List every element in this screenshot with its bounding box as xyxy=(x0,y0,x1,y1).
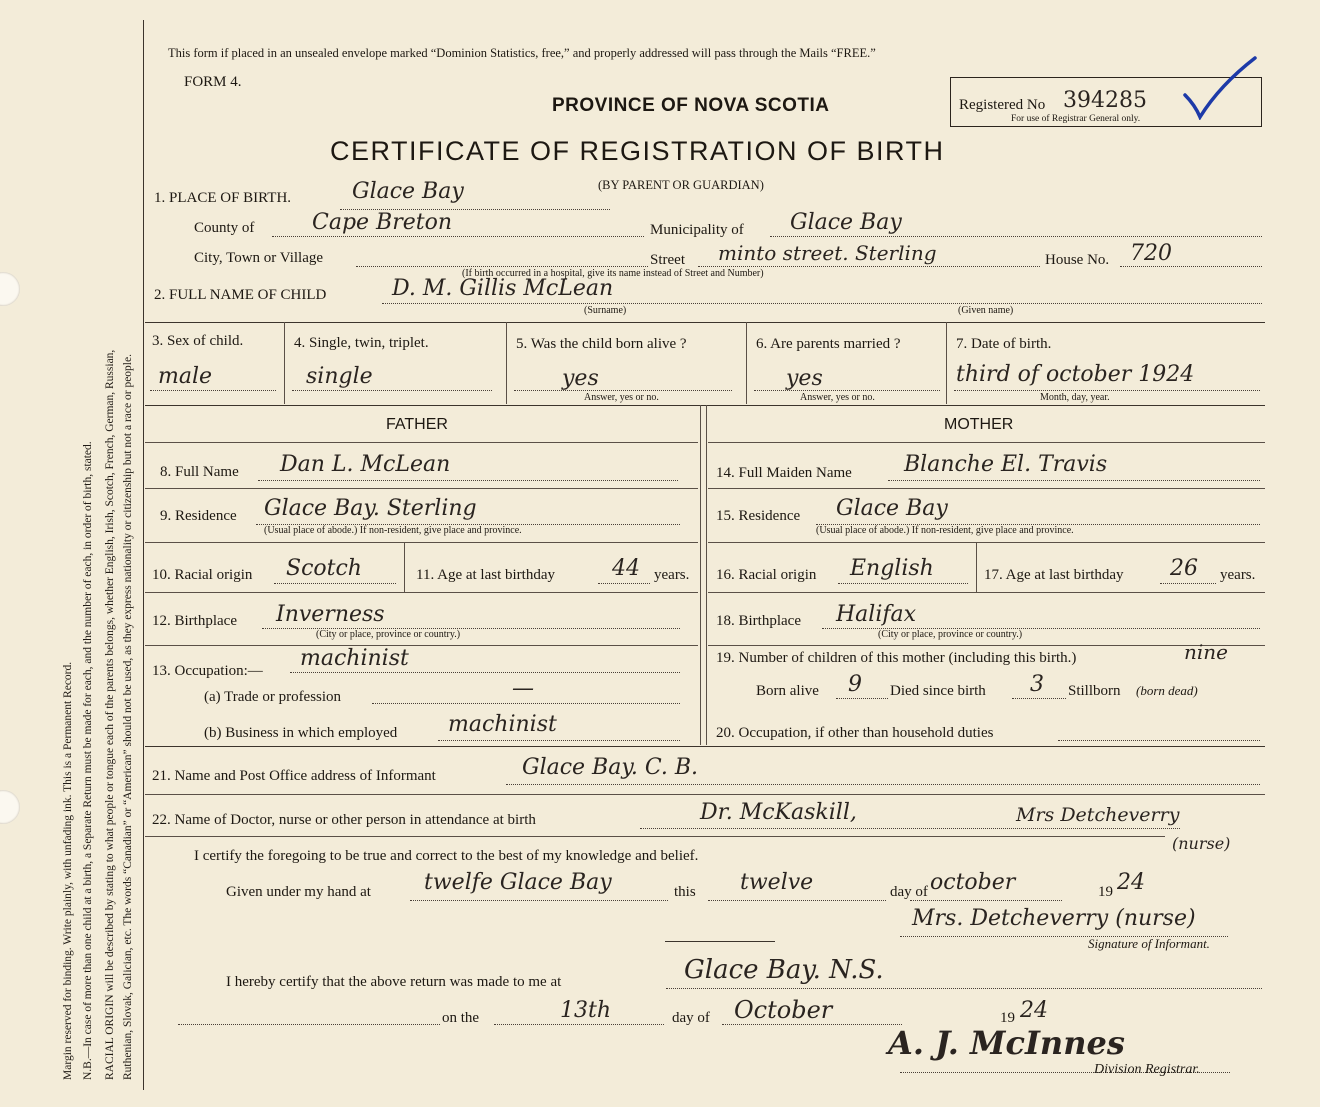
form-number: FORM 4. xyxy=(184,74,242,90)
margin-rule xyxy=(143,20,144,1090)
value-father-birthplace: Inverness xyxy=(276,602,385,627)
rule xyxy=(382,303,1262,304)
label-mother-birthplace: 18. Birthplace xyxy=(716,613,801,629)
value-municipality: Glace Bay xyxy=(790,210,902,235)
rule xyxy=(274,583,396,584)
rule xyxy=(708,645,1265,646)
label-mother-residence: 15. Residence xyxy=(716,508,801,524)
value-reg-month: October xyxy=(734,996,833,1024)
value-reg-year: 24 xyxy=(1020,998,1048,1023)
surname-note: (Surname) xyxy=(584,305,627,316)
value-mother-racial: English xyxy=(850,556,934,581)
value-county: Cape Breton xyxy=(312,210,453,235)
rule xyxy=(506,784,1260,785)
value-mother-name: Blanche El. Travis xyxy=(904,452,1108,477)
rule xyxy=(666,988,1262,989)
label-given-under: Given under my hand at xyxy=(226,884,371,900)
checkmark-icon xyxy=(1180,55,1260,120)
value-father-racial: Scotch xyxy=(286,556,362,581)
label-mother-racial: 16. Racial origin xyxy=(716,567,817,583)
label-year-prefix: 19 xyxy=(1098,884,1113,900)
informant-signature: Mrs. Detcheverry (nurse) xyxy=(912,906,1196,931)
rule xyxy=(598,583,650,584)
value-mother-children: nine xyxy=(1184,640,1228,664)
value-informant: Glace Bay. C. B. xyxy=(522,755,699,780)
value-nurse-tag: (nurse) xyxy=(1172,834,1231,853)
label-dob: 7. Date of birth. xyxy=(956,336,1052,352)
label-this: this xyxy=(674,884,696,900)
label-born-alive: 5. Was the child born alive ? xyxy=(516,336,687,352)
label-mother-occupation: 20. Occupation, if other than household duties xyxy=(716,725,994,741)
rule xyxy=(150,390,276,391)
registered-number: 394285 xyxy=(1063,88,1147,113)
value-doctor-2: Mrs Detcheverry xyxy=(1016,804,1180,826)
rule xyxy=(290,672,680,673)
label-municipality: Municipality of xyxy=(650,222,744,238)
label-father-business: (b) Business in which employed xyxy=(204,725,398,741)
rule xyxy=(145,322,1265,323)
place-note: (City or place, province or country.) xyxy=(878,629,1023,640)
label-child-name: 2. FULL NAME OF CHILD xyxy=(154,287,327,303)
punch-hole xyxy=(0,272,20,306)
label-father-trade: (a) Trade or profession xyxy=(204,689,342,705)
rule xyxy=(640,828,1180,829)
label-informant: 21. Name and Post Office address of Informant xyxy=(152,768,436,784)
rule xyxy=(506,322,507,404)
born-dead-note: (born dead) xyxy=(1136,683,1198,698)
father-heading: FATHER xyxy=(386,416,448,433)
rule xyxy=(514,390,732,391)
rule xyxy=(1160,583,1216,584)
rule xyxy=(836,698,888,699)
value-given-year: 24 xyxy=(1117,870,1145,895)
value-street: minto street. Sterling xyxy=(718,241,937,265)
rule xyxy=(145,746,1265,747)
label-born-alive-count: Born alive xyxy=(756,683,819,699)
label-street: Street xyxy=(650,252,685,268)
rule xyxy=(700,405,701,745)
margin-note-2: N.B.—In case of more than one child at a birth, a Separate Return must be made for each, and the number of each, in order of birth, stated. xyxy=(82,441,94,1080)
place-note: (City or place, province or country.) xyxy=(316,629,461,640)
rule xyxy=(258,480,678,481)
label-city: City, Town or Village xyxy=(194,250,324,266)
value-given-day: twelve xyxy=(740,870,814,895)
rule xyxy=(145,592,698,593)
margin-note-3: RACIAL ORIGIN will be described by stating to what people or tongue each of the parents belongs, whether English, Irish, Scotch, French, German, Russian, xyxy=(104,349,116,1080)
label-county: County of xyxy=(194,220,255,236)
label-mother-name: 14. Full Maiden Name xyxy=(716,465,852,481)
rule xyxy=(372,703,680,704)
page-subtitle: (BY PARENT OR GUARDIAN) xyxy=(598,178,764,192)
label-stillborn: Stillborn xyxy=(1068,683,1121,699)
value-born-alive: yes xyxy=(562,366,599,391)
hospital-note: (If birth occurred in a hospital, give its name instead of Street and Number) xyxy=(462,268,764,279)
label-father-racial: 10. Racial origin xyxy=(152,567,253,583)
rule xyxy=(838,583,968,584)
value-place-of-birth: Glace Bay xyxy=(352,179,464,204)
punch-hole xyxy=(0,790,20,824)
years-label: years. xyxy=(1220,567,1256,583)
province-heading: PROVINCE OF NOVA SCOTIA xyxy=(552,95,830,116)
label-mother-age: 17. Age at last birthday xyxy=(984,567,1124,583)
rule xyxy=(410,900,668,901)
answer-note: Answer, yes or no. xyxy=(800,392,875,403)
value-child-name: D. M. Gillis McLean xyxy=(392,276,614,301)
value-mother-birthplace: Halifax xyxy=(836,602,917,627)
rule xyxy=(665,941,775,942)
years-label: years. xyxy=(654,567,690,583)
label-doctor: 22. Name of Doctor, nurse or other person in attendance at birth xyxy=(152,812,536,828)
rule xyxy=(292,390,492,391)
rule xyxy=(706,405,707,745)
value-mother-age: 26 xyxy=(1170,556,1198,581)
rule xyxy=(976,542,977,592)
value-married: yes xyxy=(786,366,823,391)
label-on-the: on the xyxy=(442,1010,480,1026)
value-born-alive-count: 9 xyxy=(848,672,862,697)
rule xyxy=(356,266,648,267)
label-father-residence: 9. Residence xyxy=(160,508,237,524)
answer-note: Answer, yes or no. xyxy=(584,392,659,403)
value-father-business: machinist xyxy=(448,712,557,737)
label-day-of-2: day of xyxy=(672,1010,710,1026)
rule xyxy=(494,1024,664,1025)
certify-text: I certify the foregoing to be true and correct to the best of my knowledge and belief. xyxy=(194,848,699,864)
rule xyxy=(746,322,747,404)
rule xyxy=(708,542,1265,543)
rule xyxy=(145,405,1265,406)
value-doctor: Dr. McKaskill, xyxy=(700,800,857,825)
value-given-month: october xyxy=(930,870,1016,895)
label-father-birthplace: 12. Birthplace xyxy=(152,613,237,629)
registrar-signature: A. J. McInnes xyxy=(888,1024,1125,1062)
rule xyxy=(145,836,1165,837)
value-father-trade: — xyxy=(512,676,534,701)
label-died: Died since birth xyxy=(890,683,986,699)
rule xyxy=(722,1024,902,1025)
value-mother-residence: Glace Bay xyxy=(836,496,948,521)
label-married: 6. Are parents married ? xyxy=(756,336,901,352)
value-given-place: twelfe Glace Bay xyxy=(424,870,612,895)
value-died: 3 xyxy=(1030,672,1044,697)
rule xyxy=(438,740,680,741)
label-single: 4. Single, twin, triplet. xyxy=(294,335,429,351)
division-registrar-label: Division Registrar. xyxy=(1094,1062,1200,1077)
rule xyxy=(145,442,698,443)
rule xyxy=(145,794,1265,795)
value-house-no: 720 xyxy=(1130,241,1172,266)
label-father-occupation: 13. Occupation:— xyxy=(152,663,263,679)
margin-note-1: Margin reserved for binding. Write plainly, with unfading ink. This is a Permanent Record. xyxy=(62,661,74,1080)
rule xyxy=(404,542,405,592)
abode-note: (Usual place of abode.) If non-resident, give place and province. xyxy=(264,525,522,536)
label-father-age: 11. Age at last birthday xyxy=(416,567,555,583)
value-father-name: Dan L. McLean xyxy=(280,452,451,477)
rule xyxy=(1058,740,1260,741)
rule xyxy=(888,480,1260,481)
mail-notice: This form if placed in an unsealed envelope marked “Dominion Statistics, free,” and properly addressed will pass through the Mails “FREE.” xyxy=(168,46,876,60)
registrar-note: For use of Registrar General only. xyxy=(1011,114,1141,124)
rule xyxy=(770,236,1262,237)
rule xyxy=(708,442,1265,443)
label-father-name: 8. Full Name xyxy=(160,464,239,480)
page-title: CERTIFICATE OF REGISTRATION OF BIRTH xyxy=(330,136,945,166)
label-sex: 3. Sex of child. xyxy=(152,333,244,349)
rule xyxy=(708,900,886,901)
value-sex: male xyxy=(158,364,213,389)
value-father-age: 44 xyxy=(612,556,640,581)
registered-label: Registered No xyxy=(959,97,1046,113)
rule xyxy=(1120,266,1262,267)
rule xyxy=(145,645,698,646)
label-place-of-birth: 1. PLACE OF BIRTH. xyxy=(154,190,292,206)
rule xyxy=(708,592,1265,593)
rule xyxy=(754,390,940,391)
rule xyxy=(284,322,285,404)
value-father-residence: Glace Bay. Sterling xyxy=(264,496,477,521)
value-father-occupation: machinist xyxy=(300,646,409,671)
value-reg-day: 13th xyxy=(560,998,612,1023)
signature-informant-label: Signature of Informant. xyxy=(1088,936,1210,951)
margin-note-4: Ruthenian, Slovak, Galician, etc. The words “Canadian” or “American” should not be used, as they express nationality or citizenship but not a race or people. xyxy=(122,354,134,1080)
label-hereby: I hereby certify that the above return was made to me at xyxy=(226,974,562,990)
rule xyxy=(910,900,1062,901)
label-mother-children: 19. Number of children of this mother (including this birth.) xyxy=(716,650,1077,666)
rule xyxy=(698,266,1040,267)
value-dob: third of october 1924 xyxy=(956,362,1195,387)
label-day-of: day of xyxy=(890,884,928,900)
rule xyxy=(946,322,947,404)
value-single: single xyxy=(306,364,373,389)
mother-heading: MOTHER xyxy=(944,416,1014,433)
rule xyxy=(145,542,698,543)
month-day-year-note: Month, day, year. xyxy=(1040,392,1110,403)
rule xyxy=(178,1024,440,1025)
given-name-note: (Given name) xyxy=(958,305,1014,316)
abode-note: (Usual place of abode.) If non-resident, give place and province. xyxy=(816,525,1074,536)
label-year-prefix-2: 19 xyxy=(1000,1010,1015,1026)
value-registered-at: Glace Bay. N.S. xyxy=(684,955,884,985)
rule xyxy=(145,488,698,489)
rule xyxy=(708,488,1265,489)
rule xyxy=(1012,698,1066,699)
label-house-no: House No. xyxy=(1045,252,1110,268)
rule xyxy=(954,390,1260,391)
rule xyxy=(272,236,644,237)
